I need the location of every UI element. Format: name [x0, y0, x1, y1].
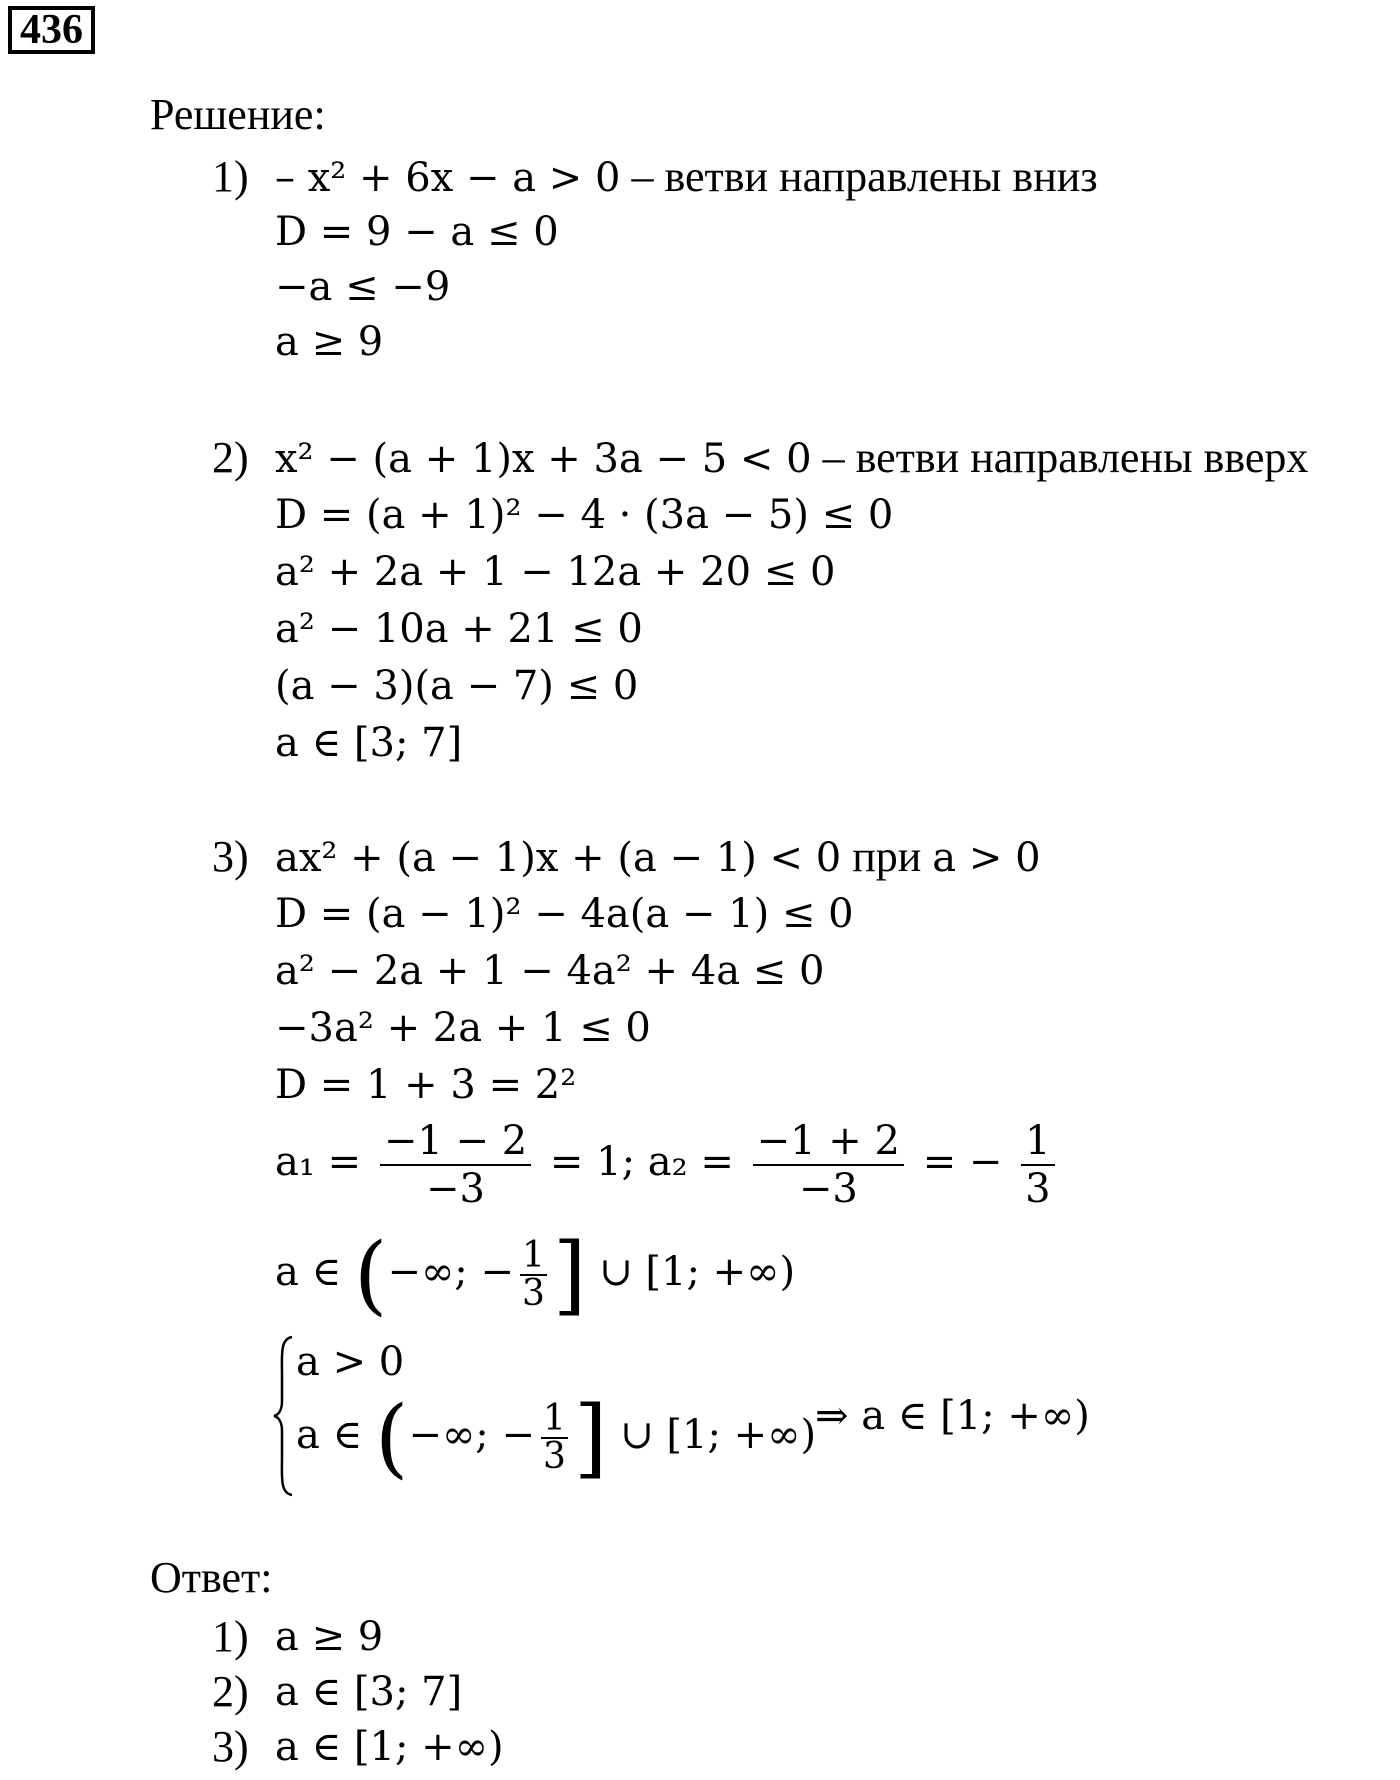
part1-note: – ветви направлены вниз	[620, 152, 1098, 201]
system-row2-prefix: a ∈	[296, 1412, 363, 1458]
part1-inequality: – x² + 6x − a > 0	[275, 155, 621, 201]
interval-fraction-numerator: 1	[522, 1235, 545, 1276]
answer-number: 1)	[212, 1612, 249, 1661]
root2-fraction	[753, 1118, 904, 1212]
solution-heading: Решение:	[150, 90, 326, 139]
interval-suffix: ∪ [1; +∞)	[586, 1249, 796, 1295]
system-row2	[296, 1388, 817, 1488]
part2-line4: a² − 10a + 21 ≤ 0	[275, 606, 643, 652]
interval-close-bracket: ]	[552, 1225, 587, 1325]
part3-line1	[275, 832, 1041, 883]
system-brace-icon	[272, 1335, 294, 1497]
part2-line3: a² + 2a + 1 − 12a + 20 ≤ 0	[275, 549, 836, 595]
system-fraction-numerator: 1	[543, 1398, 566, 1439]
part3-interval	[275, 1225, 796, 1325]
part2-line6: a ∈ [3; 7]	[275, 720, 463, 766]
part3-line2: D = (a − 1)² − 4a(a − 1) ≤ 0	[275, 891, 854, 937]
answer-value: a ∈ [3; 7]	[275, 1669, 463, 1715]
part1-line3: −a ≤ −9	[275, 264, 451, 310]
part3-condition-word: при	[841, 832, 933, 881]
answer-value: a ∈ [1; +∞)	[275, 1724, 504, 1770]
part3-inequality: ax² + (a − 1)x + (a − 1) < 0	[275, 835, 842, 881]
interval-fraction-denominator: 3	[522, 1273, 545, 1314]
root2-value-denominator: 3	[1021, 1164, 1054, 1212]
part2-number: 2)	[212, 433, 249, 482]
part2-line5: (a − 3)(a − 7) ≤ 0	[275, 663, 639, 709]
part3-roots	[275, 1118, 1061, 1212]
part1-line2: D = 9 − a ≤ 0	[275, 209, 559, 255]
part3-line3: a² − 2a + 1 − 4a² + 4a ≤ 0	[275, 948, 825, 994]
part2-inequality: x² − (a + 1)x + 3a − 5 < 0	[275, 436, 812, 482]
root2-value-fraction	[1021, 1118, 1054, 1212]
interval-open-paren: (	[353, 1225, 388, 1325]
part2-note: – ветви направлены вверх	[811, 433, 1309, 482]
interval-inner: −∞; −	[387, 1249, 514, 1295]
problem-number: 436	[8, 6, 95, 54]
root1-label: a₁ =	[275, 1139, 362, 1185]
part2-line2: D = (a + 1)² − 4 · (3a − 5) ≤ 0	[275, 492, 894, 538]
root2-denominator: −3	[753, 1164, 904, 1212]
system-row2-inner: −∞; −	[408, 1412, 535, 1458]
system-row2-suffix: ∪ [1; +∞)	[607, 1412, 817, 1458]
system-open-paren: (	[374, 1388, 409, 1488]
interval-fraction	[520, 1235, 547, 1314]
part1-line1	[275, 152, 1098, 203]
system-close-bracket: ]	[573, 1388, 608, 1488]
root1-numerator: −1 − 2	[383, 1118, 528, 1164]
root2-label: = 1; a₂ =	[549, 1139, 734, 1185]
answer-value: a ≥ 9	[275, 1614, 384, 1660]
part3-line4: −3a² + 2a + 1 ≤ 0	[275, 1005, 651, 1051]
system-implies: ⇒ a ∈ [1; +∞)	[815, 1393, 1090, 1439]
root2-numerator: −1 + 2	[756, 1118, 900, 1164]
part1-number: 1)	[212, 152, 249, 201]
system-fraction	[541, 1398, 568, 1477]
part3-number: 3)	[212, 832, 249, 881]
root1-denominator: −3	[380, 1164, 531, 1212]
answer-number: 2)	[212, 1667, 249, 1716]
interval-prefix: a ∈	[275, 1249, 342, 1295]
part3-line5: D = 1 + 3 = 2²	[275, 1062, 577, 1108]
part2-line1	[275, 433, 1308, 484]
root2-value-numerator: 1	[1025, 1118, 1051, 1164]
answer-heading: Ответ:	[150, 1553, 273, 1602]
system-row1: a > 0	[296, 1339, 405, 1385]
part3-condition: a > 0	[932, 835, 1041, 881]
part1-line4: a ≥ 9	[275, 319, 384, 365]
system-fraction-denominator: 3	[543, 1436, 566, 1477]
root1-fraction	[380, 1118, 531, 1212]
answer-number: 3)	[212, 1722, 249, 1771]
root2-equals: = −	[922, 1139, 1003, 1185]
